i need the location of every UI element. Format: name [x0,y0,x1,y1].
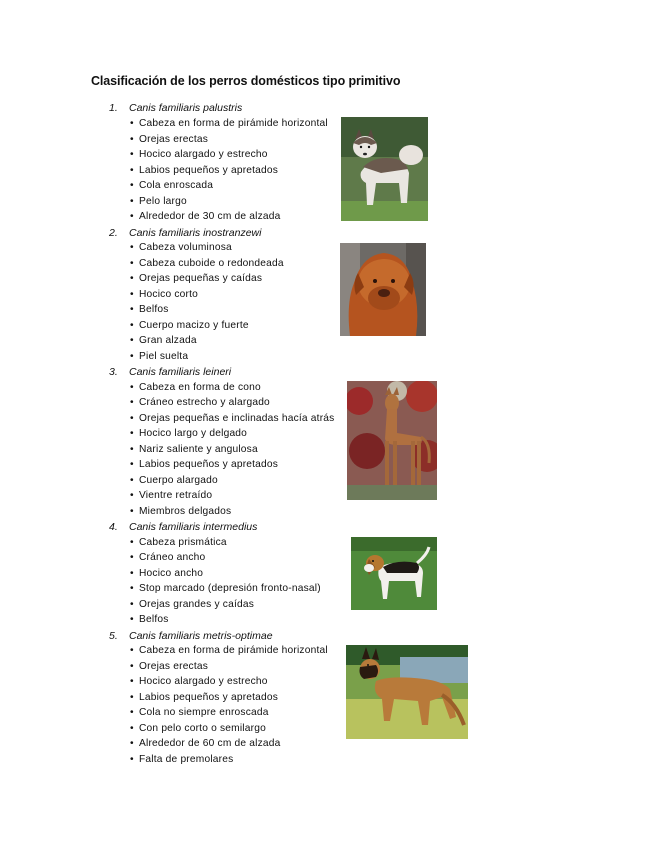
group-5-heading [109,630,273,642]
group-number: 4. [109,521,118,533]
beagle-photo [351,537,437,610]
feature-item: • Orejas pequeñas e inclinadas hacía atrás [130,413,335,424]
feature-item: • Labios pequeños y apretados [130,459,279,470]
feature-item: • Cuerpo alargado [130,475,218,486]
feature-item: • Cabeza en forma de cono [130,382,261,393]
group-number: 1. [109,102,118,114]
feature-item: • Orejas erectas [130,661,209,672]
feature-item: • Hocico alargado y estrecho [130,676,268,687]
group-name: Canis familiaris metris-optimae [129,630,273,642]
feature-item: • Cráneo estrecho y alargado [130,397,270,408]
feature-item: • Alrededor de 30 cm de alzada [130,211,281,222]
group-2-heading [109,227,261,239]
feature-item: • Hocico largo y delgado [130,428,248,439]
group-number: 5. [109,630,118,642]
feature-item: • Con pelo corto o semilargo [130,723,266,734]
feature-item: • Cola enroscada [130,180,214,191]
feature-item: • Cabeza en forma de pirámide horizontal [130,645,328,656]
feature-item: • Cola no siempre enroscada [130,707,269,718]
feature-item: • Labios pequeños y apretados [130,165,279,176]
feature-item: • Cabeza voluminosa [130,242,232,253]
feature-item: • Vientre retraído [130,490,213,501]
group-number: 2. [109,227,118,239]
feature-item: • Cráneo ancho [130,552,206,563]
feature-item: • Hocico alargado y estrecho [130,149,268,160]
feature-item: • Hocico corto [130,289,199,300]
feature-item: • Cuerpo macizo y fuerte [130,320,249,331]
feature-item: • Cabeza prismática [130,537,227,548]
husky-photo [341,117,428,221]
feature-item: • Gran alzada [130,335,197,346]
feature-item: • Miembros delgados [130,506,232,517]
feature-item: • Orejas erectas [130,134,209,145]
feature-item: • Belfos [130,614,169,625]
feature-item: • Labios pequeños y apretados [130,692,279,703]
feature-item: • Cabeza en forma de pirámide horizontal [130,118,328,129]
podenco-photo [347,381,437,500]
group-name: Canis familiaris leineri [129,366,232,378]
dogue-de-bordeaux-photo [340,243,426,336]
feature-item: • Orejas pequeñas y caídas [130,273,263,284]
feature-item: • Belfos [130,304,169,315]
feature-item: • Alrededor de 60 cm de alzada [130,738,281,749]
group-number: 3. [109,366,118,378]
feature-item: • Falta de premolares [130,754,234,765]
feature-item: • Orejas grandes y caídas [130,599,255,610]
feature-item: • Cabeza cuboide o redondeada [130,258,284,269]
feature-item: • Nariz saliente y angulosa [130,444,258,455]
group-name: Canis familiaris palustris [129,102,243,114]
feature-item: • Hocico ancho [130,568,204,579]
group-1-heading [109,102,242,114]
group-3-heading [109,366,231,378]
feature-item: • Piel suelta [130,351,189,362]
group-name: Canis familiaris inostranzewi [129,227,262,239]
feature-item: • Pelo largo [130,196,187,207]
malinois-photo [346,645,468,739]
group-4-heading [109,521,257,533]
feature-item: • Stop marcado (depresión fronto-nasal) [130,583,321,594]
group-name: Canis familiaris intermedius [129,521,258,533]
page-title: Clasificación de los perros domésticos tipo primitivo [91,74,401,88]
